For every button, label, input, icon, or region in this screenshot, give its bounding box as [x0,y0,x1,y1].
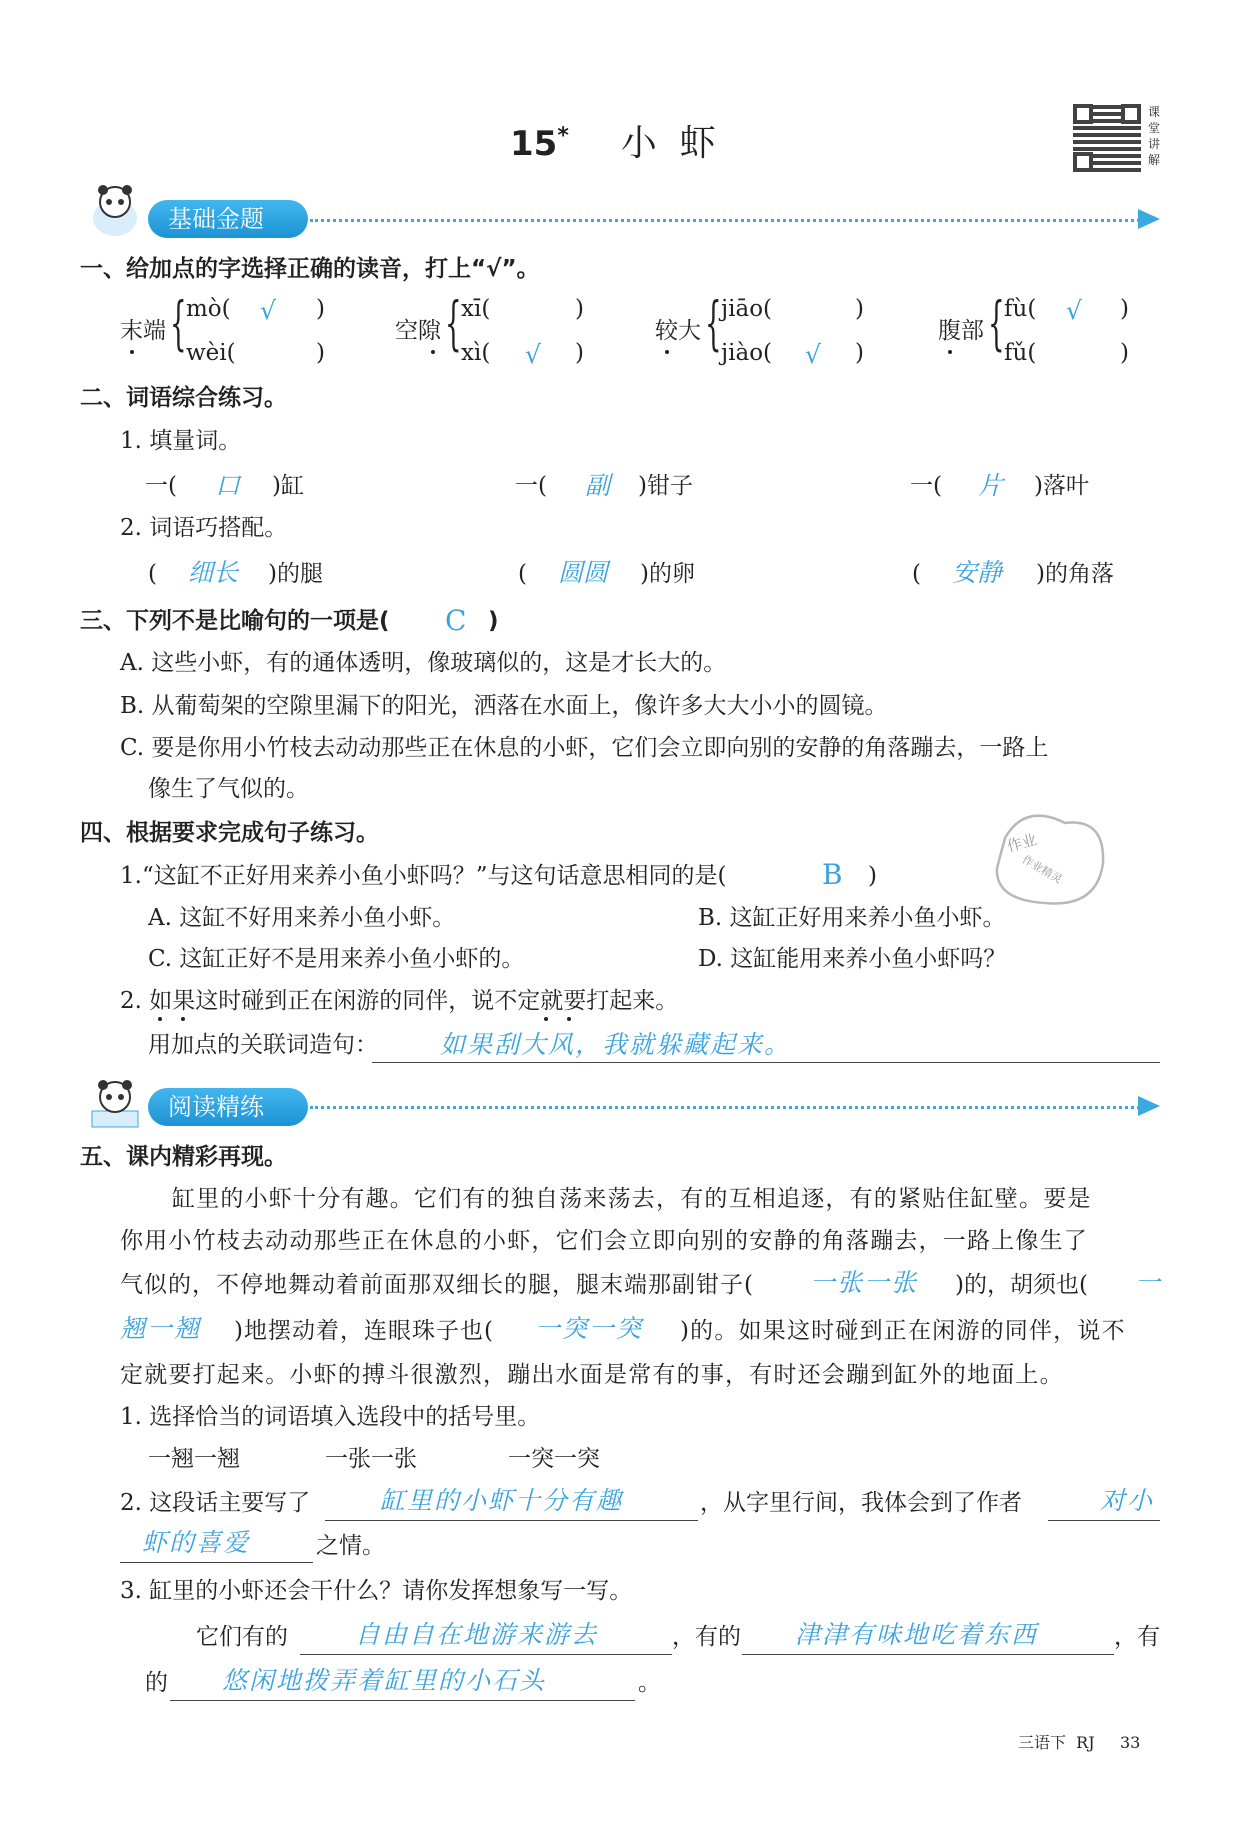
q4-sub1-answer: B [822,858,843,891]
passage-line-1: 缸里的小虾十分有趣。它们有的独自荡来荡去，有的互相追逐，有的紧贴住缸壁。要是 [172,1186,1092,1212]
q5-sub3-answer-3: 悠闲地拨弄着缸里的小石头 [222,1666,547,1695]
q4-sub2-prompt: 用加点的关联词造句： [148,1032,378,1058]
passage-fill-3: 一突一突 [535,1314,644,1343]
q1-word: 腹部 [938,318,984,344]
q4-option-b: B. 这缸正好用来养小鱼小虾。 [698,905,1006,931]
lesson-name: 小 虾 [620,123,716,164]
passage-fill-2a: 一 [1135,1268,1161,1297]
passage-line-3a: 气似的，不停地舞动着前面那双细长的腿，腿末端那副钳子( [120,1272,754,1298]
choice-word: 一翘一翘 [148,1446,240,1472]
match-answer: 细长 [188,558,239,587]
q5-sub2: 2. 这段话主要写了 [120,1490,311,1516]
q4-option-a: A. 这缸不好用来养小鱼小虾。 [148,905,456,931]
q2-sub2: 2. 词语巧搭配。 [120,515,288,541]
passage-line-5: 定就要打起来。小虾的搏斗很激烈，蹦出水面是常有的事，有时还会蹦到缸外的地面上。 [120,1362,1064,1388]
q5-sub3-answer-2: 津津有味地吃着东西 [795,1620,1039,1649]
q1-answer: √ [525,340,541,369]
q3-option-b: B. 从葡萄架的空隙里漏下的阳光，洒落在水面上，像许多大大小小的圆镜。 [120,693,888,719]
reading-section-banner: 阅读精练 [148,1088,308,1126]
q2-sub1: 1. 填量词。 [120,428,242,454]
q3-option-c: C. 要是你用小竹枝去动动那些正在休息的小虾，它们会立即向别的安静的角落蹦去，一路上 [120,735,1049,761]
page-number: 33 [1120,1733,1141,1752]
q1-word: 较大 [655,318,701,344]
q4-sentence-answer: 如果刮大风，我就躲藏起来。 [440,1030,792,1059]
banner-divider [310,219,1140,222]
q3-heading: 三、下列不是比喻句的一项是( [80,608,390,634]
homework-stamp: 作业 作业精灵 [985,808,1110,913]
q5-sub3-answer-1: 自由自在地游来游去 [355,1620,599,1649]
panda-reading-icon [80,1075,150,1133]
measure-word-answer: 副 [585,471,611,500]
arrow-right-icon [1138,1096,1160,1116]
passage-line-2: 你用小竹枝去动动那些正在休息的小虾，它们会立即向别的安静的角落蹦去，一路上像生了 [120,1228,1088,1254]
match-answer: 圆圆 [558,558,609,587]
lesson-number: 15 [510,124,558,164]
choice-word: 一突一突 [508,1446,600,1472]
q5-sub1: 1. 选择恰当的词语填入选段中的括号里。 [120,1404,541,1430]
q5-sub2-answer-2a: 对小 [1100,1486,1155,1515]
measure-word-answer: 片 [978,471,1004,500]
q5-sub2-answer-2b: 虾的喜爱 [142,1528,251,1557]
q1-answer: √ [805,340,821,369]
choice-word: 一张一张 [325,1446,417,1472]
q3-option-a: A. 这些小虾，有的通体透明，像玻璃似的，这是才长大的。 [120,650,727,676]
q1-word: 空隙 [395,318,441,344]
q4-sub2: 2. 如果这时碰到正在闲游的同伴，说不定就要打起来。 [120,988,679,1014]
q1-heading: 一、给加点的字选择正确的读音，打上“√”。 [80,256,540,282]
panda-mascot-icon [80,182,150,240]
q2-heading: 二、词语综合练习。 [80,385,287,411]
q5-sub2-answer-1: 缸里的小虾十分有趣 [380,1486,624,1515]
q1-answer: √ [260,296,276,325]
passage-fill-2b: 翘一翘 [120,1314,202,1343]
q1-answer: √ [1066,296,1082,325]
optional-star: * [557,123,569,149]
q1-word: 末端 [120,318,166,344]
measure-word-answer: 口 [215,471,241,500]
q4-option-c: C. 这缸正好不是用来养小鱼小虾的。 [148,946,525,972]
footer-book-label: 三语下 RJ [1018,1733,1095,1752]
q5-sub3: 3. 缸里的小虾还会干什么？请你发挥想象写一写。 [120,1578,633,1604]
q4-option-d: D. 这缸能用来养小鱼小虾吗？ [698,946,1007,972]
qr-label: 课 堂 讲 解 [1148,105,1161,167]
q3-answer: C [445,604,467,637]
arrow-right-icon [1138,209,1160,229]
lesson-title [510,115,716,166]
match-answer: 安静 [952,558,1003,587]
q4-sub1: 1.“这缸不正好用来养小鱼小虾吗？”与这句话意思相同的是( [120,863,727,889]
banner-divider [310,1106,1140,1109]
q4-heading: 四、根据要求完成句子练习。 [80,820,379,846]
passage-fill-1: 一张一张 [810,1268,919,1297]
q5-heading: 五、课内精彩再现。 [80,1144,287,1170]
q3-option-c-cont: 像生了气似的。 [148,776,309,802]
qr-code[interactable] [1073,104,1141,172]
basic-section-banner: 基础金题 [148,200,308,238]
